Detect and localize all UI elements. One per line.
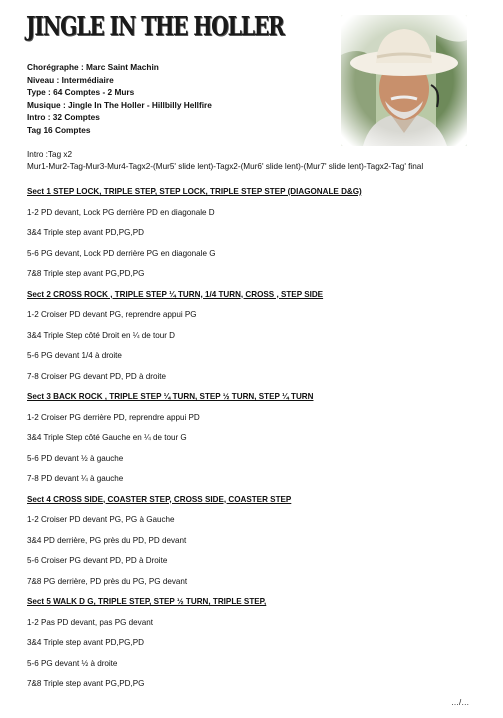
step-line: 1-2 Pas PD devant, pas PG devant [27,617,153,627]
step-line: 7&8 PG derrière, PD près du PG, PG devant [27,576,188,586]
intro-sequence [27,149,423,173]
continued-marker: …/… [451,698,470,707]
choreographer-line: Chorégraphe : Marc Saint Machin [27,62,159,72]
step-sheet [27,186,362,699]
intro-line: Intro :Tag x2 [27,150,73,159]
section-header: Sect 1 STEP LOCK, TRIPLE STEP, STEP LOCK, TRIPLE STEP STEP (DIAGONALE D&G) [27,187,362,196]
wall-sequence-line: Mur1-Mur2-Tag-Mur3-Mur4-Tagx2-(Mur5' slide lent)-Tagx2-(Mur6' slide lent)-(Mur7' slide lent)-Tagx2-Tag' final [27,162,424,171]
section-header: Sect 5 WALK D G, TRIPLE STEP, STEP ½ TURN, TRIPLE STEP, [27,597,267,606]
step-line: 1-2 PD devant, Lock PG derrière PD en diagonale D [27,207,215,217]
step-line: 3&4 Triple Step côté Gauche en ¼ de tour G [27,433,187,442]
step-line: 1-2 Croiser PG derrière PD, reprendre appui PD [27,412,200,422]
step-line: 3&4 Triple step avant PD,PG,PD [27,638,144,647]
step-line: 3&4 Triple Step côté Droit en ¼ de tour D [27,330,176,340]
step-line: 1-2 Croiser PD devant PG, reprendre appui PG [27,310,197,319]
step-line: 1-2 Croiser PD devant PG, PG à Gauche [27,515,175,524]
section-header: Sect 2 CROSS ROCK , TRIPLE STEP ¼ TURN, 1/4 TURN, CROSS , STEP SIDE [27,289,324,299]
type-line: Type : 64 Comptes - 2 Murs [27,87,135,97]
step-line: 7-8 PD devant ¼ à gauche [27,474,124,483]
step-line: 7&8 Triple step avant PG,PD,PG [27,269,145,278]
tag-count-line: Tag 16 Comptes [27,124,91,135]
intro-count-line: Intro : 32 Comptes [27,112,100,122]
step-line: 5-6 PG devant ½ à droite [27,658,118,668]
dance-title: JINGLE IN THE HOLLER [26,12,284,42]
step-line: 5-6 PD devant ½ à gauche [27,453,124,463]
choreographer-photo [341,15,467,146]
step-line: 5-6 Croiser PG devant PD, PD à Droite [27,556,168,565]
section-header: Sect 4 CROSS SIDE, COASTER STEP, CROSS SIDE, COASTER STEP [27,494,292,504]
step-line: 5-6 PG devant 1/4 à droite [27,351,122,360]
step-line: 5-6 PG devant, Lock PD derrière PG en diagonale G [27,248,216,258]
step-line: 3&4 Triple step avant PD,PG,PD [27,228,144,237]
step-line: 3&4 PD derrière, PG près du PD, PD devant [27,535,187,545]
step-line: 7-8 Croiser PG devant PD, PD à droite [27,371,167,381]
music-line: Musique : Jingle In The Holler - Hillbilly Hellfire [27,99,212,110]
dance-info [27,61,212,136]
section-header: Sect 3 BACK ROCK , TRIPLE STEP ¼ TURN, STEP ½ TURN, STEP ¼ TURN [27,392,314,401]
level-line: Niveau : Intermédiaire [27,74,114,85]
step-line: 7&8 Triple step avant PG,PD,PG [27,679,145,688]
